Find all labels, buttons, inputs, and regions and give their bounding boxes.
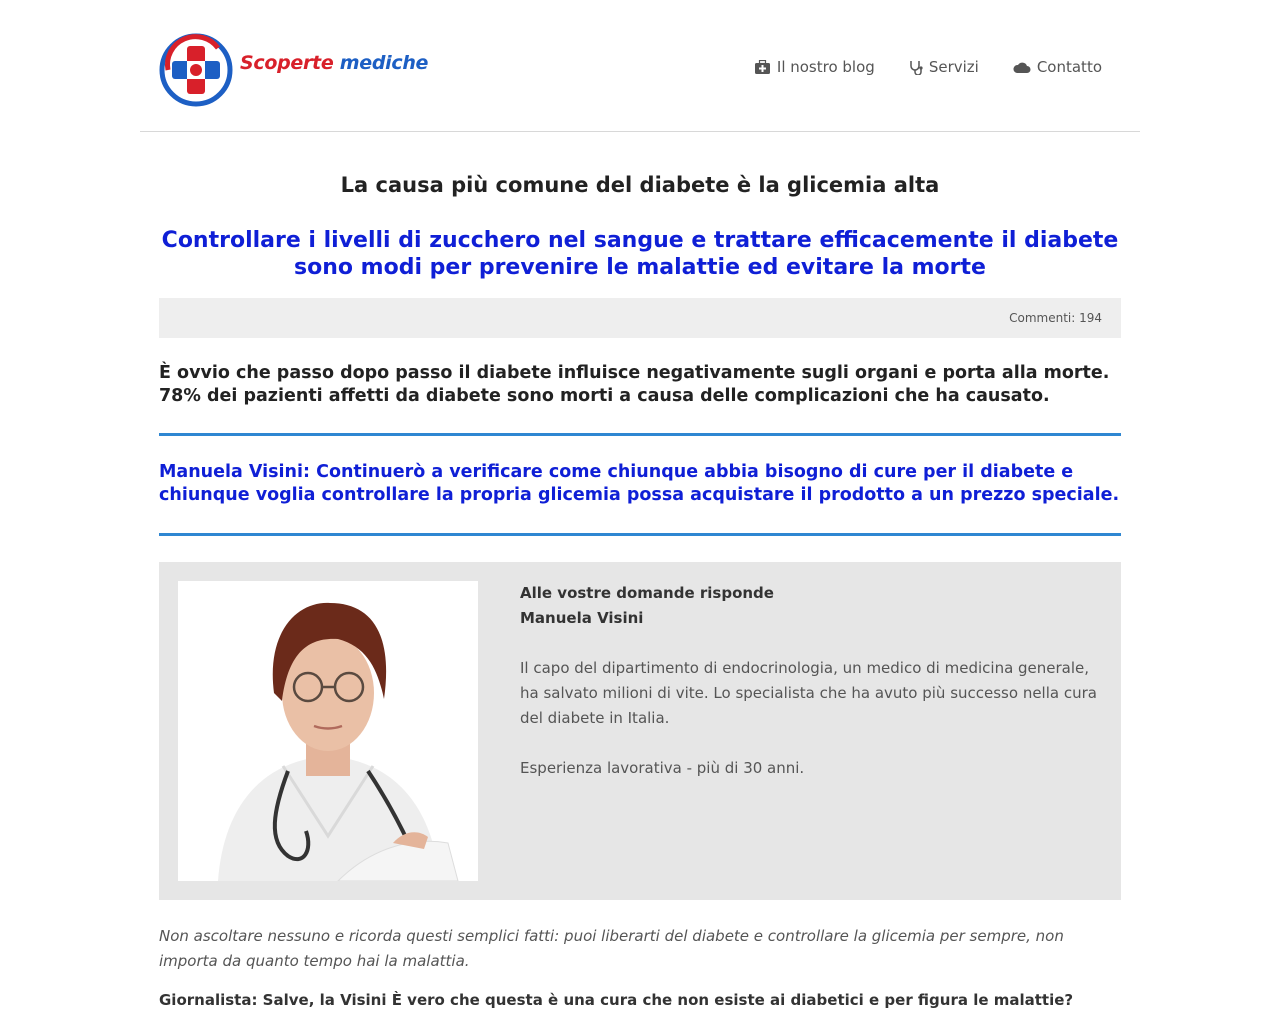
doctor-portrait-image (178, 581, 478, 881)
nav-item-contact[interactable] (1013, 58, 1102, 76)
nav-item-blog-label: Il nostro blog (776, 58, 875, 76)
quote-top-divider (159, 433, 1121, 436)
expert-name: Manuela Visini (520, 609, 644, 627)
expert-box (159, 562, 1121, 900)
main-nav (754, 58, 1102, 76)
cloud-icon (1013, 61, 1031, 74)
expert-photo (178, 581, 478, 881)
nav-item-services[interactable] (909, 58, 979, 76)
expert-heading (520, 581, 1100, 631)
quote-bottom-divider (159, 533, 1121, 536)
medical-cross-logo-icon (158, 32, 234, 108)
nav-item-services-label: Servizi (928, 58, 979, 76)
expert-info (520, 581, 1100, 781)
interview-paragraph-partial: Giornalista: Salve, la Visini È vero che questa è una cura che non esiste ai diabetici e per figura le malattie? (159, 991, 1074, 1009)
brand-name-part2: mediche (339, 52, 429, 74)
intro-note: Non ascoltare nessuno e ricorda questi semplici fatti: puoi liberarti del diabete e controllare la glicemia per sempre, non importa da quanto tempo hai la malattia. (159, 927, 1064, 970)
article-subtitle: Controllare i livelli di zucchero nel sangue e trattare efficacemente il diabete sono modi per prevenire le malattie ed evitare la morte (161, 228, 1119, 280)
expert-heading-line1: Alle vostre domande risponde (520, 584, 774, 602)
article-lead: È ovvio che passo dopo passo il diabete influisce negativamente sugli organi e porta alla morte. 78% dei pazienti affetti da diabete sono morti a causa delle complicazioni che ha causato. (159, 363, 1110, 406)
nav-item-contact-label: Contatto (1036, 58, 1102, 76)
comments-count[interactable]: Commenti: 194 (1009, 311, 1102, 325)
brand-name (240, 52, 428, 74)
expert-experience: Esperienza lavorativa - più di 30 anni. (520, 759, 805, 777)
comments-bar (159, 298, 1121, 338)
site-header (140, 0, 1140, 132)
nav-item-blog[interactable] (754, 58, 875, 76)
expert-bio: Il capo del dipartimento di endocrinologia, un medico di medicina generale, ha salvato milioni di vite. Lo specialista che ha avuto più successo nella cura del diabete in Italia. (520, 659, 1097, 727)
site-logo[interactable] (158, 32, 429, 108)
expert-quote: Manuela Visini: Continuerò a verificare come chiunque abbia bisogno di cure per il diabete e chiunque voglia controllare la propria glicemia possa acquistare il prodotto a un prezzo speciale. (159, 462, 1120, 505)
brand-name-part1: Scoperte (240, 52, 334, 74)
stethoscope-icon (909, 60, 923, 75)
article-title: La causa più comune del diabete è la glicemia alta (340, 173, 940, 197)
medkit-icon (754, 60, 771, 75)
